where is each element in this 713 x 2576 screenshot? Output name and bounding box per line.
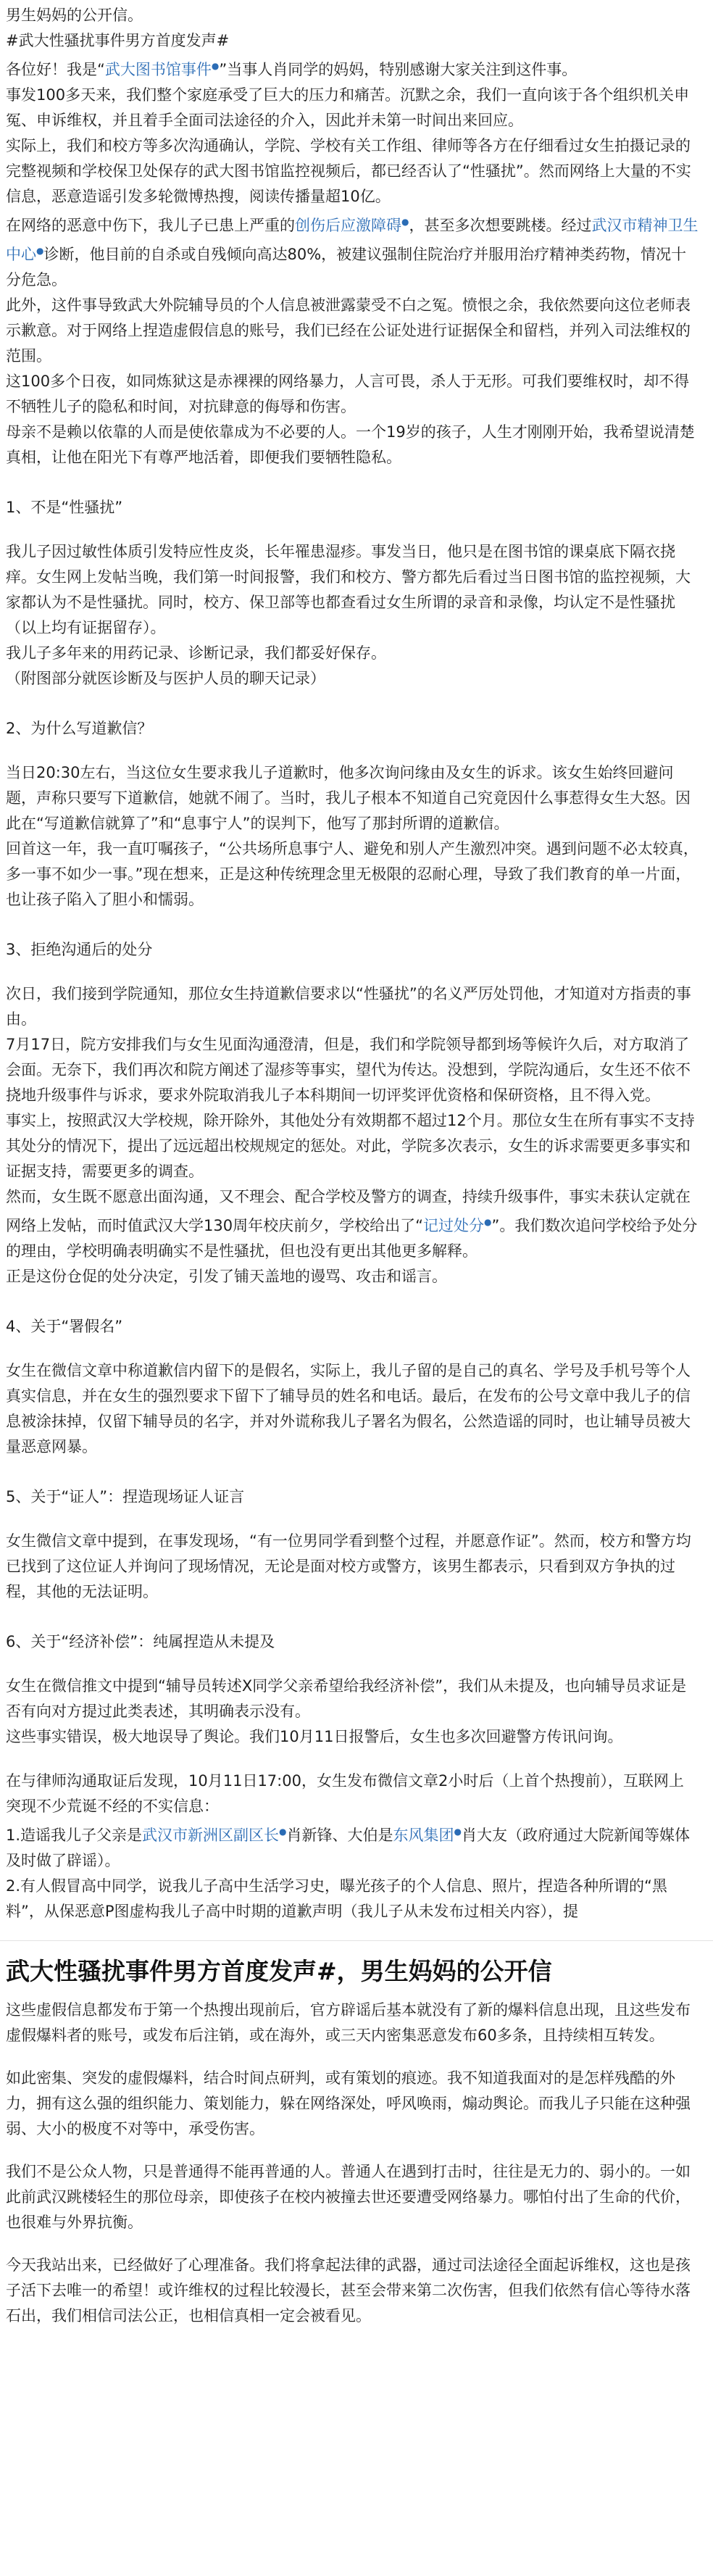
intro-paragraph-3: 实际上，我们和校方等多次沟通确认，学院、学校有关工作组、律师等各方在仔细看过女生拍摄记录的完整视频和学校保卫处保存的武大图书馆监控视频后，都已经否认了“性骚扰”。然而网络上大量的不实信息，恶意造谣引发多轮微博热搜，阅读传播量超10亿。 [6,137,691,205]
article-card [0,1956,713,2329]
section-3-heading: 3、拒绝沟通后的处分 [6,941,153,958]
section-2-paragraph-1: 当日20:30左右，当这位女生要求我儿子道歉时，他多次询问缘由及女生的诉求。该女生始终回避问题，声称只要写下道歉信，她就不闹了。当时，我儿子根本不知道自己究竟因什么事惹得女生大怒。因此在“写道歉信就算了”和“息事宁人”的误判下，他写了那封所谓的道歉信。 [6,764,691,832]
section-5-paragraph-1: 女生微信文章中提到，在事发现场，“有一位男同学看到整个过程，并愿意作证”。然而，校方和警方均已找到了这位证人并询问了现场情况，无论是面对校方或警方，该男生都表示，只看到双方争执的过程，其他的无法证明。 [6,1532,691,1600]
dongfeng-group-link[interactable]: 东风集团 [393,1827,454,1844]
section-6-paragraph-2: 这些事实错误，极大地误导了舆论。我们10月11日报警后，女生也多次回避警方传讯问询。 [6,1728,623,1745]
intro-paragraph-1 [6,54,699,83]
section-3-paragraph-3: 事实上，按照武汉大学校规，除开除外，其他处分有效期都不超过12个月。那位女生在所有事实不支持其处分的情况下，提出了远远超出校规规定的惩处。对此，学院多次表示，女生的诉求需要更多事实和证据支持，需要更多的调查。 [6,1112,695,1180]
hashtag[interactable]: #武大性骚扰事件男方首度发声# [6,32,230,49]
section-5-heading: 5、关于“证人”：捏造现场证人证言 [6,1488,245,1505]
external-link-icon: ● [279,1827,287,1837]
text: 然而，女生既不愿意出面沟通，又不理会、配合学校及警方的调查，持续升级事件，事实未获认定就在网络上发帖，而时值武汉大学130周年校庆前夕，学校给出了“ [6,1188,691,1234]
ptsd-link[interactable]: 创伤后应激障碍 [295,217,401,234]
external-link-icon: ● [36,246,44,256]
external-link-icon: ● [454,1827,462,1837]
text: 肖新锋、大伯是 [286,1827,393,1844]
text: 肖大友（政府通过大院新闻等媒体及时做了辟谣）。 [6,1827,691,1869]
xinzhou-district-link[interactable]: 武汉市新洲区副区长 [142,1827,280,1844]
intro-paragraph-5: 此外，这件事导致武大外院辅导员的个人信息被泄露蒙受不白之冤。愤恨之余，我依然要向这位老师表示歉意。对于网络上捏造虚假信息的账号，我们已经在公证处进行证据保全和留档，并列入司法维权的范围。 [6,296,691,365]
section-1-heading: 1、不是“性骚扰” [6,499,123,516]
section-6-paragraph-3: 在与律师沟通取证后发现，10月11日17:00，女生发布微信文章2小时后（上首个热搜前），互联网上突现不少荒诞不经的不实信息： [6,1772,684,1815]
section-6-paragraph-5: 2.有人假冒高中同学，说我儿子高中生活学习史，曝光孩子的个人信息、照片，捏造各种所谓的“黑料”，从保恶意P图虚构我儿子高中时期的道歉声明（我儿子从未发布过相关内容），提 [6,1877,667,1920]
header-line: 男生妈妈的公开信。 [6,7,143,24]
section-1-paragraph-2: 我儿子多年来的用药记录、诊断记录，我们都妥好保存。 [6,644,386,662]
mental-health-center-link[interactable]: 武汉市精神卫生中心 [6,217,699,263]
section-3-paragraph-2: 7月17日，院方安排我们与女生见面沟通澄清，但是，我们和学院领导都到场等候许久后，对方取消了会面。无奈下，我们再次和院方阐述了湿疹等事实，望代为传达。没想到，学院沟通后，女生还不依不挠地升级事件与诉求，要求外院取消我儿子本科期间一切评奖评优资格和保研资格，且不得入党。 [6,1036,691,1104]
text: ”当事人肖同学的妈妈，特别感谢大家关注到这件事。 [219,61,578,78]
external-link-icon: ● [211,61,220,71]
external-link-icon: ● [401,217,409,227]
article-paragraph-4: 今天我站出来，已经做好了心理准备。我们将拿起法律的武器，通过司法途径全面起诉维权，这也是孩子活下去唯一的希望！或许维权的过程比较漫长，甚至会带来第二次伤害，但我们依然有信心等待水落石出，我们相信司法公正，也相信真相一定会被看见。 [6,2256,691,2324]
article-title[interactable]: 武大性骚扰事件男方首度发声#，男生妈妈的公开信 [6,1957,552,1985]
section-3-paragraph-1: 次日，我们接到学院通知，那位女生持道歉信要求以“性骚扰”的名义严厉处罚他，才知道对方指责的事由。 [6,985,691,1028]
intro-paragraph-7: 母亲不是赖以依靠的人而是使依靠成为不必要的人。一个19岁的孩子，人生才刚刚开始，我希望说清楚真相，让他在阳光下有尊严地活着，即便我们要牺牲隐私。 [6,423,695,466]
section-6-paragraph-4 [6,1819,699,1874]
section-3-paragraph-5: 正是这份仓促的处分决定，引发了铺天盖地的谩骂、攻击和谣言。 [6,1268,447,1285]
intro-paragraph-6: 这100多个日夜，如同炼狱这是赤裸裸的网络暴力，人言可畏，杀人于无形。可我们要维权时，却不得不牺牲儿子的隐私和时间，对抗肆意的侮辱和伤害。 [6,373,690,415]
section-3-paragraph-4 [6,1184,699,1264]
section-4-paragraph-1: 女生在微信文章中称道歉信内留下的是假名，实际上，我儿子留的是自己的真名、学号及手机号等个人真实信息，并在女生的强烈要求下留下了辅导员的姓名和电话。最后，在发布的公号文章中我儿子的信息被涂抹掉，仅留下辅导员的名字，并对外谎称我儿子署名为假名，公然造谣的同时，也让辅导员被大量恶意网暴。 [6,1362,691,1455]
text: 在网络的恶意中伤下，我儿子已患上严重的 [6,217,295,234]
article-paragraph-3: 我们不是公众人物，只是普通得不能再普通的人。普通人在遇到打击时，往往是无力的、弱小的。一如此前武汉跳楼轻生的那位母亲，即使孩子在校内被撞去世还要遭受网络暴力。哪怕付出了生命的代价，也很难与外界抗衡。 [6,2163,691,2231]
text: 1.造谣我儿子父亲是 [6,1827,143,1844]
section-1-paragraph-3: （附图部分就医诊断及与医护人员的聊天记录） [6,670,325,687]
text: ”。我们数次追问学校给予处分的理由，学校明确表明确实不是性骚扰，但也没有更出其他更多解释。 [6,1217,698,1260]
intro-paragraph-2: 事发100多天来，我们整个家庭承受了巨大的压力和痛苦。沉默之余，我们一直向该于各个组织机关申冤、申诉维权，并且着手全面司法途径的介入，因此并未第一时间出来回应。 [6,86,690,129]
article-paragraph-1: 这些虚假信息都发布于第一个热搜出现前后，官方辟谣后基本就没有了新的爆料信息出现，且这些发布虚假爆料者的账号，或发布后注销，或在海外，或三天内密集恶意发布60多条，且持续相互转发。 [6,2001,691,2044]
section-6-paragraph-1: 女生在微信推文中提到“辅导员转述X同学父亲希望给我经济补偿”，我们从未提及，也向辅导员求证是否有向对方提过此类表述，其明确表示没有。 [6,1677,687,1720]
article-paragraph-2: 如此密集、突发的虚假爆料，结合时间点研判，或有策划的痕迹。我不知道我面对的是怎样残酷的外力，拥有这么强的组织能力、策划能力，躲在网络深处，呼风唤雨，煽动舆论。而我儿子只能在这种强弱、大小的极度不对等中，承受伤害。 [6,2069,691,2137]
section-4-heading: 4、关于“署假名” [6,1318,123,1335]
divider [0,1940,713,1941]
demerit-record-link[interactable]: 记过处分 [422,1217,484,1234]
external-link-icon: ● [483,1217,492,1227]
library-event-link[interactable]: 武大图书馆事件 [104,61,212,78]
text: 诊断，他目前的自杀或自残倾向高达80%，被建议强制住院治疗并服用治疗精神类药物，情况十分危急。 [6,246,687,288]
section-1-paragraph-1: 我儿子因过敏性体质引发特应性皮炎，长年罹患湿疹。事发当日，他只是在图书馆的课桌底下隔衣挠痒。女生网上发帖当晚，我们第一时间报警，我们和校方、警方都先后看过当日图书馆的监控视频，大家都认为不是性骚扰。同时，校方、保卫部等也都查看过女生所谓的录音和录像，均认定不是性骚扰（以上均有证据留存）。 [6,543,691,636]
intro-paragraph-4 [6,209,699,293]
section-6-heading: 6、关于“经济补偿”：纯属捏造从未提及 [6,1633,275,1650]
section-2-paragraph-2: 回首这一年，我一直叮嘱孩子，“公共场所息事宁人、避免和别人产生激烈冲突。遇到问题不必太较真，多一事不如少一事。”现在想来，正是这种传统理念里无极限的忍耐心理，导致了我们教育的单一片面，也让孩子陷入了胆小和懦弱。 [6,840,699,908]
text: 各位好！我是“ [6,61,105,78]
text: ，甚至多次想要跳楼。经过 [409,217,592,234]
section-2-heading: 2、为什么写道歉信？ [6,720,153,737]
